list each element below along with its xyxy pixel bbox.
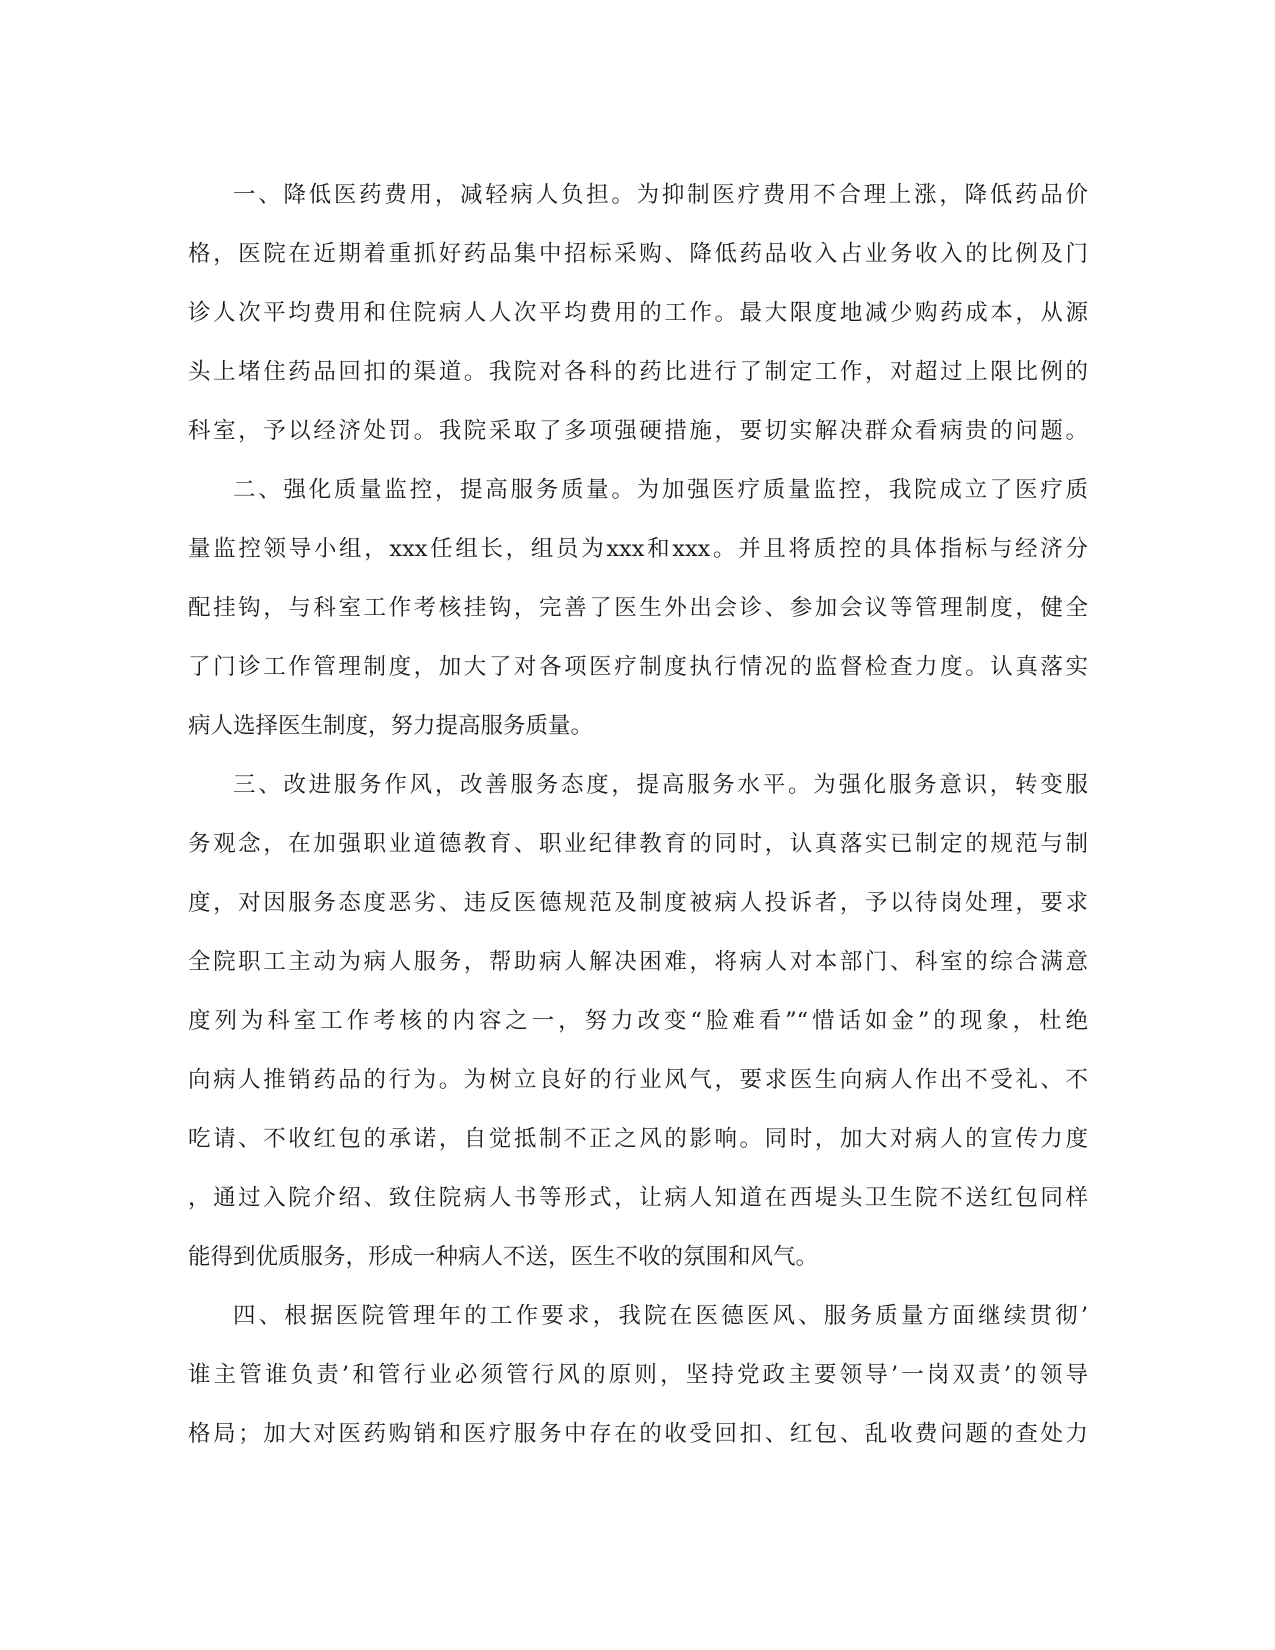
paragraph-line: 了门诊工作管理制度，加大了对各项医疗制度执行情况的监督检查力度。认真落实 (188, 654, 1088, 680)
paragraph-1 (188, 166, 1088, 461)
paragraph-line: 度列为科室工作考核的内容之一，努力改变“脸难看”“惜话如金”的现象，杜绝 (188, 1008, 1088, 1034)
paragraph-2 (188, 461, 1088, 756)
paragraph-line: 科室，予以经济处罚。我院采取了多项强硬措施，要切实解决群众看病贵的问题。 (188, 418, 1088, 444)
paragraph-line: 四、根据医院管理年的工作要求，我院在医德医风、服务质量方面继续贯彻’ (233, 1303, 1088, 1329)
paragraph-line: 病人选择医生制度，努力提高服务质量。 (188, 713, 594, 739)
paragraph-line: 度，对因服务态度恶劣、违反医德规范及制度被病人投诉者，予以待岗处理，要求 (188, 890, 1088, 916)
paragraph-line: 头上堵住药品回扣的渠道。我院对各科的药比进行了制定工作，对超过上限比例的 (188, 359, 1088, 385)
paragraph-line: 三、改进服务作风，改善服务态度，提高服务水平。为强化服务意识，转变服 (233, 772, 1088, 798)
paragraph-line: 向病人推销药品的行为。为树立良好的行业风气，要求医生向病人作出不受礼、不 (188, 1067, 1088, 1093)
paragraph-line: 量监控领导小组，xxx任组长，组员为xxx和xxx。并且将质控的具体指标与经济分 (188, 536, 1088, 562)
paragraph-line: 吃请、不收红包的承诺，自觉抵制不正之风的影响。同时，加大对病人的宣传力度 (188, 1126, 1088, 1152)
paragraph-line: 全院职工主动为病人服务，帮助病人解决困难，将病人对本部门、科室的综合满意 (188, 949, 1088, 975)
paragraph-line: 格局；加大对医药购销和医疗服务中存在的收受回扣、红包、乱收费问题的查处力 (188, 1421, 1088, 1447)
paragraph-line: 能得到优质服务，形成一种病人不送，医生不收的氛围和风气。 (188, 1244, 819, 1270)
document-body (188, 166, 1088, 1464)
paragraph-line: 一、降低医药费用，减轻病人负担。为抑制医疗费用不合理上涨，降低药品价 (233, 182, 1088, 208)
paragraph-line: 二、强化质量监控，提高服务质量。为加强医疗质量监控，我院成立了医疗质 (233, 477, 1088, 503)
paragraph-line: 务观念，在加强职业道德教育、职业纪律教育的同时，认真落实已制定的规范与制 (188, 831, 1088, 857)
paragraph-line: 格，医院在近期着重抓好药品集中招标采购、降低药品收入占业务收入的比例及门 (188, 241, 1088, 267)
paragraph-3 (188, 756, 1088, 1287)
paragraph-line: 诊人次平均费用和住院病人人次平均费用的工作。最大限度地减少购药成本，从源 (188, 300, 1088, 326)
paragraph-4 (188, 1287, 1088, 1464)
paragraph-line: 配挂钩，与科室工作考核挂钩，完善了医生外出会诊、参加会议等管理制度，健全 (188, 595, 1088, 621)
paragraph-line: ，通过入院介绍、致住院病人书等形式，让病人知道在西堤头卫生院不送红包同样 (188, 1185, 1088, 1211)
paragraph-line: 谁主管谁负责’和管行业必须管行风的原则，坚持党政主要领导’一岗双责’的领导 (188, 1362, 1088, 1388)
